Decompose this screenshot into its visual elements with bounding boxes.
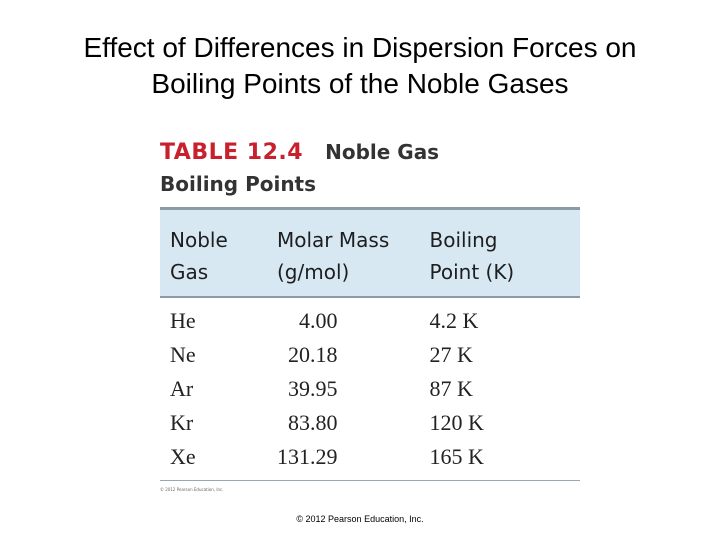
copyright-notice: © 2012 Pearson Education, Inc. (296, 514, 424, 524)
cell-boiling-point: 120 K (429, 410, 484, 435)
cell-molar-mass: 39.95 (288, 376, 338, 401)
cell-boiling-point: 4.2 K (429, 308, 479, 333)
table-row (160, 440, 580, 481)
table-row (160, 406, 580, 440)
cell-molar-mass: 4.00 (299, 308, 338, 333)
table-title-part-1: Noble Gas (325, 140, 440, 164)
header-noble-gas: Noble Gas (160, 209, 267, 298)
table-title-part-2: Boiling Points (160, 172, 317, 196)
slide-title (0, 30, 720, 102)
table-number-label: TABLE 12.4 (160, 140, 304, 165)
table-row (160, 297, 580, 338)
table-footer-row (160, 481, 580, 496)
table-header-row (160, 209, 580, 298)
cell-gas: Xe (170, 444, 196, 469)
cell-gas: Ne (170, 342, 196, 367)
header-boiling-point: Boiling Point (K) (420, 209, 581, 298)
cell-molar-mass: 131.29 (277, 444, 338, 469)
slide-title-line-1: Effect of Differences in Dispersion Forces on (83, 32, 637, 63)
slide-title-line-2: Boiling Points of the Noble Gases (151, 68, 569, 99)
cell-gas: He (170, 308, 196, 333)
header-molar-mass: Molar Mass (g/mol) (267, 209, 420, 298)
cell-molar-mass: 83.80 (288, 410, 338, 435)
table-credit: © 2012 Pearson Education, Inc. (160, 486, 224, 492)
table-caption (160, 140, 580, 196)
table-row (160, 338, 580, 372)
noble-gas-table (160, 207, 580, 495)
cell-gas: Kr (170, 410, 194, 435)
table-row (160, 372, 580, 406)
cell-boiling-point: 27 K (429, 342, 473, 367)
cell-boiling-point: 165 K (429, 444, 484, 469)
cell-molar-mass: 20.18 (288, 342, 338, 367)
cell-boiling-point: 87 K (429, 376, 473, 401)
cell-gas: Ar (170, 376, 194, 401)
